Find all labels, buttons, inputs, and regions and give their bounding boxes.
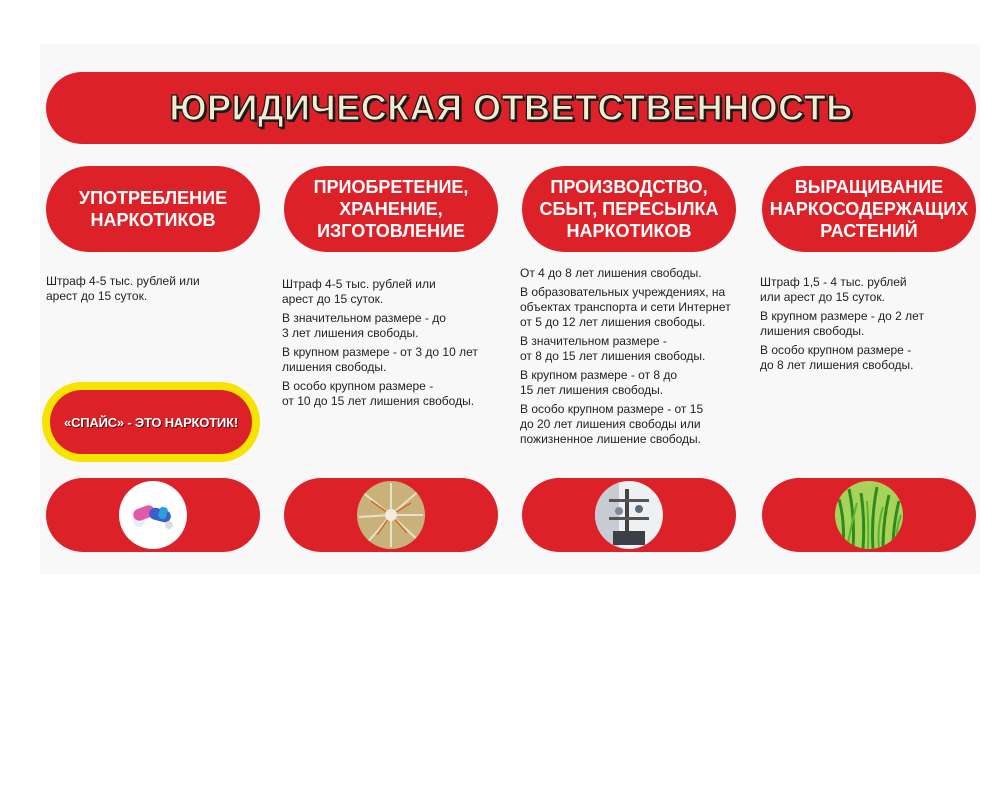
penalty-text: В крупном размере - до 2 лет лишения свободы. — [760, 309, 924, 338]
penalty-text: В особо крупном размере - до 8 лет лишения свободы. — [760, 343, 914, 372]
image-pill-production — [522, 478, 736, 552]
penalty-text: В образовательных учреждениях, на объектах транспорта и сети Интернет от 5 до 12 лет лишения свободы. — [520, 285, 731, 329]
penalty-text: В особо крупном размере - от 10 до 15 лет лишения свободы. — [282, 379, 475, 408]
spice-warning-text: «СПАЙС» - ЭТО НАРКОТИК! — [64, 414, 238, 430]
penalties-consumption — [46, 274, 256, 308]
spice-warning-inner — [50, 390, 252, 454]
heading-acquisition: ПРИОБРЕТЕНИЕ, ХРАНЕНИЕ, ИЗГОТОВЛЕНИЕ — [284, 166, 498, 252]
pills-icon — [119, 481, 187, 549]
syringes-icon — [357, 481, 425, 549]
image-pill-consumption — [46, 478, 260, 552]
heading-production: ПРОИЗВОДСТВО, СБЫТ, ПЕРЕСЫЛКА НАРКОТИКОВ — [522, 166, 736, 252]
penalty-text: Штраф 4-5 тыс. рублей или арест до 15 суток. — [46, 274, 200, 303]
penalty-text: Штраф 1,5 - 4 тыс. рублей или арест до 15 суток. — [760, 275, 907, 304]
page-title: ЮРИДИЧЕСКАЯ ОТВЕТСТВЕННОСТЬ — [169, 87, 853, 128]
image-pill-acquisition — [284, 478, 498, 552]
spice-warning-banner — [42, 382, 260, 462]
heading-consumption: УПОТРЕБЛЕНИЕ НАРКОТИКОВ — [46, 166, 260, 252]
penalties-production — [520, 266, 752, 451]
penalty-text: В особо крупном размере - от 15 до 20 лет лишения свободы или пожизненное лишение свободы. — [520, 402, 704, 446]
title-banner — [46, 72, 976, 144]
image-pill-cultivation — [762, 478, 976, 552]
penalty-text: В значительном размере - от 8 до 15 лет лишения свободы. — [520, 334, 706, 363]
penalty-text: В значительном размере - до 3 лет лишения свободы. — [282, 311, 446, 340]
penalty-text: От 4 до 8 лет лишения свободы. — [520, 266, 702, 280]
penalties-acquisition — [282, 277, 502, 413]
penalty-text: В крупном размере - от 8 до 15 лет лишения свободы. — [520, 368, 678, 397]
penalties-cultivation — [760, 275, 980, 377]
lab-icon — [595, 481, 663, 549]
plants-icon — [835, 481, 903, 549]
heading-cultivation: ВЫРАЩИВАНИЕ НАРКОСОДЕРЖАЩИХ РАСТЕНИЙ — [762, 166, 976, 252]
penalty-text: Штраф 4-5 тыс. рублей или арест до 15 суток. — [282, 277, 436, 306]
penalty-text: В крупном размере - от 3 до 10 лет лишения свободы. — [282, 345, 478, 374]
